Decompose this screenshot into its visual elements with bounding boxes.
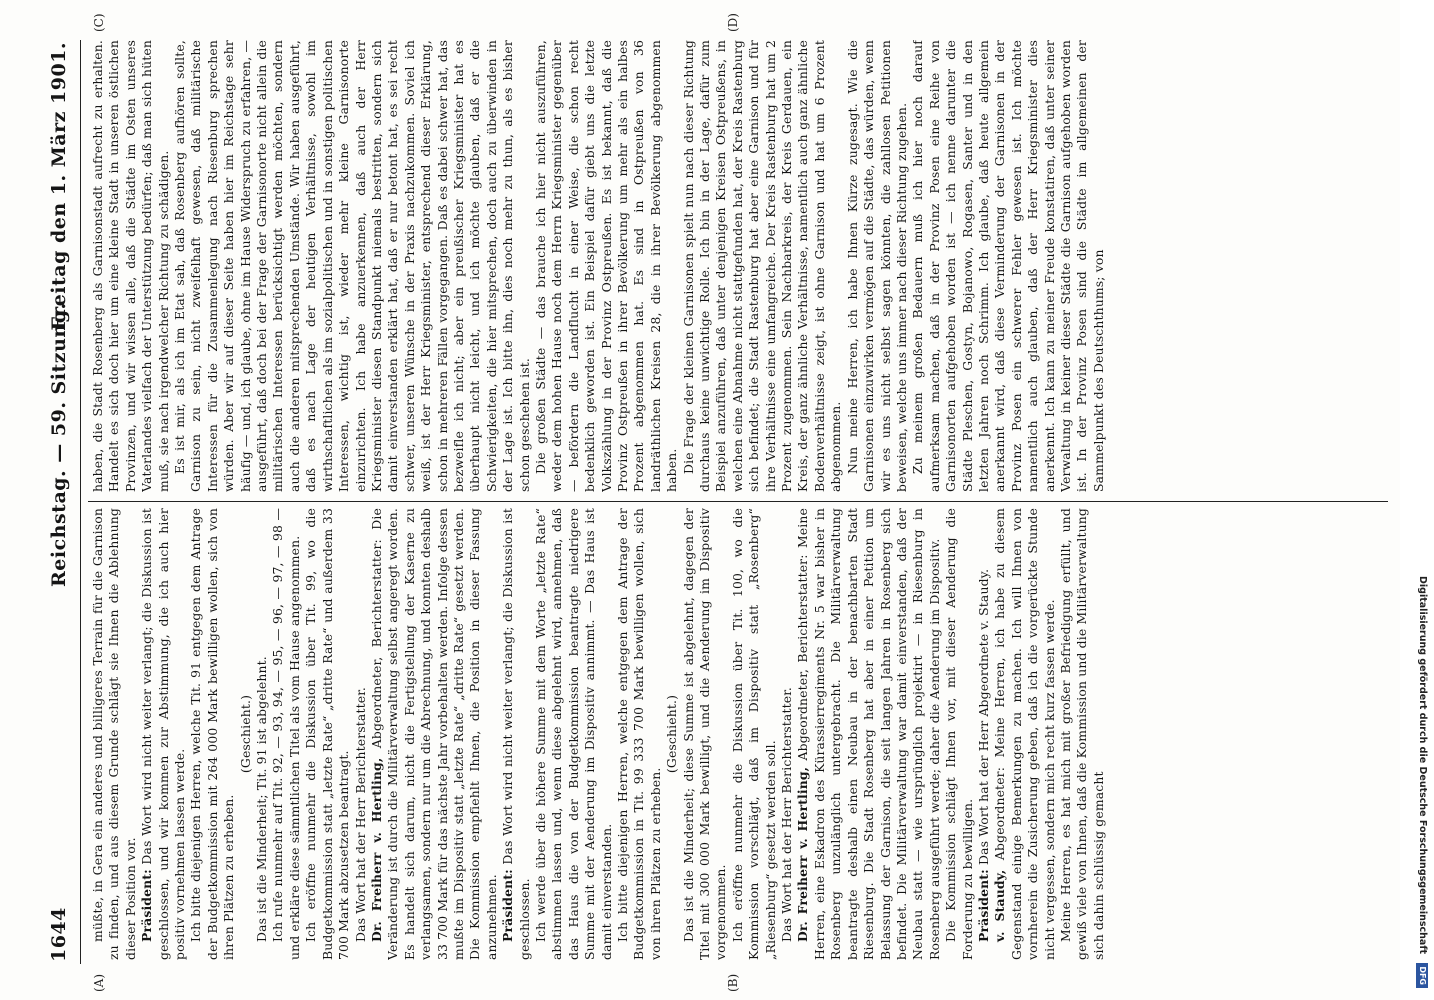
paragraph-text: Das Wort hat der Herr Berichterstatter. <box>779 687 795 942</box>
header-rule <box>80 40 81 964</box>
paragraph-text: Zu meinem großen Bedauern muß ich hier noch darauf aufmerksam machen, daß in der Provinz Posen eine Reihe von Garnisonorten aufgehoben worden ist — ich nenne darunter die Städte Pleschen, Gostyn, Bojanowo, Rogasen, Santer und in den letzten Jahren noch Schrimm. Ich glaube, daß heute allgemein anerkannt wird, daß diese Verminderung der Garnisonen in der Provinz Posen ein schwerer Fehler gewesen ist. Ich möchte namentlich auch glauben, daß der Herr Kriegsminister dies anerkennt. Ich kann zu meiner Freude konstatiren, daß unter seiner Verwaltung in keiner dieser Städte die Garnison aufgehoben worden ist. In der Provinz Posen sind die Städte im allgemeinen der Sammelpunkt des Deutschthums; von <box>910 40 1106 492</box>
digitization-note-text: Digitalisierung gefördert durch die Deutsche Forschungsgemeinschaft <box>1417 576 1428 955</box>
paragraph <box>90 40 172 492</box>
paragraph-text: Ich werde über die höhere Summe mit dem Worte „letzte Rate“ abstimmen lassen und, wenn diese abgelehnt wird, annehmen, daß das Haus die von der Budgetkommission beantragte niedrigere Summe mit der Aenderung im Dispositiv annimmt. — Das Haus ist damit einverstanden. <box>532 508 614 960</box>
paragraph <box>254 508 270 960</box>
dfg-logo: DFG <box>1416 963 1428 988</box>
paragraph <box>188 508 237 960</box>
paragraph-text: Meine Herren, es hat mich mit großer Befriedigung erfüllt, und gewiß viele von Ihnen, daß die Kommission und die Militärverwaltung sich dahin schlüssig gemacht <box>1057 508 1106 960</box>
digitization-note <box>1412 8 1432 992</box>
margin-marker-d: (D) <box>726 13 740 32</box>
left-column <box>90 508 1386 960</box>
paragraph <box>615 508 664 960</box>
paragraph <box>90 508 139 960</box>
paragraph <box>845 40 911 492</box>
paragraph <box>1058 508 1107 960</box>
right-column <box>90 40 1386 492</box>
paragraph <box>303 508 352 960</box>
paragraph <box>172 40 533 492</box>
paragraph <box>139 508 188 960</box>
paragraph-text: (Geschieht.) <box>664 694 680 774</box>
margin-marker-b: (B) <box>726 973 740 992</box>
speaker-name: Präsident: <box>139 869 155 942</box>
paragraph-text: Abgeordneter, Berichterstatter: Die Veränderung ist durch die Militärverwaltung selbst angeregt worden. Es handelt sich darum, nicht die Fertigstellung der Kaserne zu verlangsamen, sondern nur um die Abrechnung, und konnten deshalb 33 700 Mark für das nächste Jahr vorbehalten werden. Infolge dessen mußte im Dispositiv statt „letzte Rate“ „dritte Rate“ gesetzt werden. Die Kommission empfiehlt Ihnen, die Position in dieser Fassung anzunehmen. <box>368 508 499 960</box>
paragraph <box>500 508 533 960</box>
paragraph <box>353 508 369 960</box>
paragraph <box>369 508 500 960</box>
column-divider <box>88 501 1388 502</box>
paragraph-text: Das ist die Minderheit; Tit. 91 ist abgelehnt. <box>254 656 270 942</box>
paragraph <box>681 508 730 960</box>
paragraph <box>992 508 1058 960</box>
speaker-name: Präsident: <box>975 869 991 942</box>
stage-direction <box>238 508 254 960</box>
paragraph-text: haben, die Stadt Rosenberg als Garnisonstadt aufrecht zu erhalten. Handelt es sich doch hier um eine kleine Stadt in unseren östlichen Provinzen, und wir wissen alle, daß die Städte im Osten unseres Vaterlandes vielfach der Unterstützung bedürfen; daß man sich hüten muß, sie nach irgendwelcher Richtung zu schädigen. <box>90 40 171 492</box>
paragraph-text: Abgeordneter, Berichterstatter: Meine Herren, eine Eskadron des Kürassierregiments Nr. 5 war bisher in Rosenberg unzulänglich untergebracht. Die Militärverwaltung beantragte deshalb einen Neubau in der benachbarten Stadt Riesenburg. Die Stadt Rosenberg hat aber in einer Petition um Belassung der Garnison, die seit langen Jahren in Rosenberg sich befindet. Die Militärverwaltung war damit einverstanden, daß der Neubau statt — wie ursprünglich projektirt — in Riesenburg in Rosenberg ausgeführt werde; daher die Aenderung im Dispositiv. <box>795 508 942 960</box>
paragraph <box>270 508 303 960</box>
paragraph-text: Abgeordneter: Meine Herren, ich habe zu diesem Gegenstand einige Bemerkungen zu machen. Ich will Ihnen von vornherein die Zusicherung geben, daß ich die vorgerückte Stunde nicht vergessen, sondern mich recht kurz fassen werde. <box>992 508 1057 960</box>
paragraph <box>730 508 779 960</box>
paragraph-text: müßte, in Gera ein anderes und billigeres Terrain für die Garnison zu finden, und aus diesem Grunde schlägt sie Ihnen die Ablehnung dieser Position vor. <box>90 508 138 960</box>
paragraph-text: Die Kommission schlägt Ihnen vor, mit dieser Aenderung die Forderung zu bewilligen. <box>943 508 975 960</box>
paragraph <box>976 508 992 960</box>
paragraph <box>795 508 943 960</box>
speaker-name: Dr. Freiherr v. Hertling, <box>795 766 811 942</box>
paragraph-text: Ich eröffne nunmehr die Diskussion über Tit. 99, wo die Budgetkommission statt „letzte Rate“ „dritte Rate“ und außerdem 33 700 Mark abzusetzen beantragt. <box>303 508 352 960</box>
margin-marker-c: (C) <box>92 13 106 32</box>
session-date: Freitag den 1. März 1901. <box>48 42 70 331</box>
paragraph-text: Das ist die Minderheit; diese Summe ist abgelehnt, dagegen der Titel mit 300 000 Mark bewilligt, und die Aenderung im Dispositiv vorgenommen. <box>680 508 729 960</box>
paragraph-text: Das Wort wird nicht weiter verlangt; die Diskussion ist geschlossen, und wir kommen zur Abstimmung, die ich auch hier positiv vornehmen lassen werde. <box>139 508 188 960</box>
page-header <box>48 42 76 962</box>
paragraph-text: Ich rufe nunmehr auf Tit. 92, — 93, 94, — 95, — 96, — 97, — 98 — und erkläre diese sämmtlichen Titel als vom Hause angenommen. <box>270 508 302 960</box>
stage-direction <box>664 508 680 960</box>
paragraph-text: Die großen Städte — das brauche ich hier nicht auszuführen, weder dem hohen Hause noch dem Herrn Kriegsminister gegenüber — befördern die Landflucht in einer Weise, die schon recht bedenklich geworden ist. Ein Beispiel dafür giebt uns die letzte Volkszählung in der Provinz Ostpreußen. Es ist bekannt, daß die Provinz Ostpreußen in ihrer Bevölkerung um mehr als ein halbes Prozent abgenommen hat. Es sind in Ostpreußen von 36 landräthlichen Kreisen 28, die in ihrer Bevölkerung abgenommen haben. <box>532 40 680 492</box>
paragraph-text: Die Frage der kleinen Garnisonen spielt nun nach dieser Richtung durchaus keine unwichtige Rolle. Ich bin in der Lage, dafür zum Beispiel anzuführen, daß unter denjenigen Kreisen Ostpreußens, in welchen eine Abnahme nicht stattgefunden hat, der Kreis Rastenburg sich befindet; die Stadt Rastenburg hat aber eine Garnison und für ihre Verhältnisse eine umfangreiche. Der Kreis Rastenburg hat um 2 Prozent zugenommen. Sein Nachbarkreis, der Kreis Gerdauen, ein Kreis, der ganz ähnliche Verhältnisse, namentlich auch ganz ähnliche Bodenverhältnisse zeigt, ist ohne Garnison und hat um 6 Prozent abgenommen. <box>680 40 844 492</box>
paragraph-text: Es ist mir, als ich im Etat sah, daß Rosenberg aufhören sollte, Garnison zu sein, nicht zweifelhaft gewesen, daß militärische Interessen für die Zusammenlegung nach Riesenburg sprechen würden. Aber wir auf dieser Seite haben hier im Reichstage sehr häufig — und, ich glaube, ohne im Hause Widerspruch zu erfahren, — ausgeführt, daß doch bei der Frage der Garnisonorte nicht allein die militärischen Interessen berücksichtigt werden möchten, sondern auch die anderen mitsprechenden Umstände. Wir haben ausgeführt, daß es nach Lage der heutigen Verhältnisse, sowohl im wirthschaftlichen als im sozialpolitischen und in sonstigen politischen Interessen, wichtig ist, wieder mehr kleine Garnisonorte einzurichten. Ich habe anzuerkennen, daß auch der Herr Kriegsminister diesen Standpunkt niemals bestritten, sondern sich damit einverstanden erklärt hat, daß er nur betont hat, es sei recht schwer, unseren Wünsche in der Praxis nachzukommen. Soviel ich weiß, ist der Herr Kriegsminister, entsprechend dieser Erklärung, schon in mehreren Fällen vorgegangen. Daß es dabei schwer hat, das bezweifle ich nicht; aber ein preußischer Kriegsminister hat es überhaupt nicht leicht, und ich möchte glauben, daß er die Schwierigkeiten, die hier mitsprechen, doch auch zu überwinden in der Lage ist. Ich bitte ihn, dies noch mehr zu thun, als es bisher schon geschehen ist. <box>172 40 532 492</box>
paragraph-text: Das Wort wird nicht weiter verlangt; die Diskussion ist geschlossen. <box>500 508 532 960</box>
paragraph-text: Nun meine Herren, ich habe Ihnen Kürze zugesagt. Wie die Garnisonen einzuwirken vermögen auf die Städte, das würden, wenn wir es uns nicht selbst sagen könnten, die zahllosen Petitionen beweisen, welche uns immer nach dieser Richtung zugehen. <box>844 40 909 492</box>
session-title: Reichstag. — 59. Sitzung. <box>48 302 70 587</box>
paragraph-text: Ich eröffne nunmehr die Diskussion über Tit. 100, wo die Kommission vorschlägt, daß im Dispositiv statt „Rosenberg“ „Riesenburg“ gesetzt werden soll. <box>729 508 778 960</box>
paragraph-text: Das Wort hat der Herr Berichterstatter. <box>352 687 368 942</box>
speaker-name: v. Staudy, <box>992 869 1008 942</box>
paragraph-text: Ich bitte diejenigen Herren, welche Tit. 91 entgegen dem Antrage der Budgetkommission mit 264 000 Mark bewilligen wollen, sich von ihren Plätzen zu erheben. <box>188 508 237 960</box>
paragraph-text: (Geschieht.) <box>237 694 253 774</box>
paragraph <box>533 508 615 960</box>
speaker-name: Präsident: <box>500 869 516 942</box>
paragraph <box>779 508 795 960</box>
paragraph-text: Ich bitte diejenigen Herren, welche entgegen dem Antrage der Budgetkommission in Tit. 99 333 700 Mark bewilligen wollen, sich von ihren Plätzen zu erheben. <box>615 508 663 960</box>
paragraph <box>910 40 1107 492</box>
paragraph-text: Das Wort hat der Herr Abgeordnete v. Staudy. <box>975 568 991 865</box>
margin-marker-a: (A) <box>92 973 106 992</box>
page-number: 1644 <box>48 907 70 962</box>
paragraph <box>533 40 681 492</box>
paragraph <box>943 508 976 960</box>
paragraph <box>681 40 845 492</box>
speaker-name: Dr. Freiherr v. Hertling, <box>368 757 384 942</box>
